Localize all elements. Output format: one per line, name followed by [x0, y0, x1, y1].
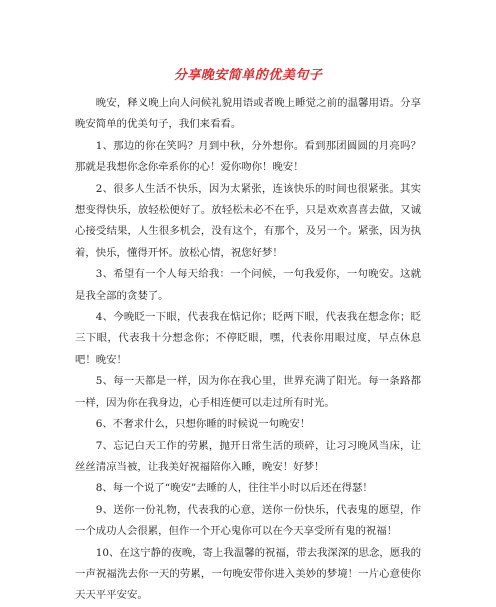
list-item-7: 7、忘记白天工作的劳累，抛开日常生活的琐碎，让习习晚风当床，让丝丝清凉当被，让我美好祝福陪你入睡，晚安！好梦！ — [75, 439, 421, 473]
list-item-2: 2、很多人生活不快乐，因为太紧张，连该快乐的时间也很紧张。其实想变得快乐，放轻松便好了。放轻松未必不在乎，只是欢欢喜喜去做，又诚心接受结果，人生很多机会，没有这个，有那个，及另一个。紧张，因为执着，快乐，懂得开怀。放松心情，祝您好梦！ — [75, 182, 421, 259]
list-item-3: 3、希望有一个人每天给我：一个问候，一句我爱你，一句晚安。这就是我全部的贪婪了。 — [75, 268, 421, 302]
document-body — [75, 93, 421, 607]
document-title: 分享晚安简单的优美句子 — [173, 68, 323, 83]
list-item-9: 9、送你一份礼物，代表我的心意，送你一份快乐，代表鬼的愿望，作一个成功人会很累，但作一个开心鬼你可以在今天享受所有鬼的祝福！ — [75, 503, 421, 538]
list-item-5: 5、每一天都是一样，因为你在我心里，世界充满了阳光。每一条路都一样，因为你在我身边，心手相连便可以走过所有时光。 — [75, 375, 421, 409]
list-item-6: 6、不奢求什么，只想你睡的时候说一句晚安！ — [95, 418, 311, 431]
list-item-4: 4、今晚眨一下眼，代表我在惦记你；眨两下眼，代表我在想念你；眨三下眼，代表我十分想念你；不停眨眼，嘿，代表你用眼过度，早点休息吧！晚安！ — [75, 311, 421, 366]
list-item-8: 8、每一个说了“晚安”去睡的人，往往半小时以后还在得瑟！ — [95, 482, 373, 495]
intro-paragraph: 晚安，释义晚上向人问候礼貌用语或者晚上睡觉之前的温馨用语。分享晚安简单的优美句子，我们来看看。 — [75, 97, 421, 131]
list-item-1: 1、那边的你在笑吗？月到中秋，分外想你。看到那团圆圆的月亮吗？那就是我想你念你牵系你的心！爱你吻你！晚安！ — [75, 139, 421, 174]
list-item-10: 10、在这宁静的夜晚，寄上我温馨的祝福，带去我深深的思念，愿我的一声祝福洗去你一天的劳累，一句晚安带你进入美妙的梦境！一片心意使你天天平平安安。 — [75, 546, 421, 602]
